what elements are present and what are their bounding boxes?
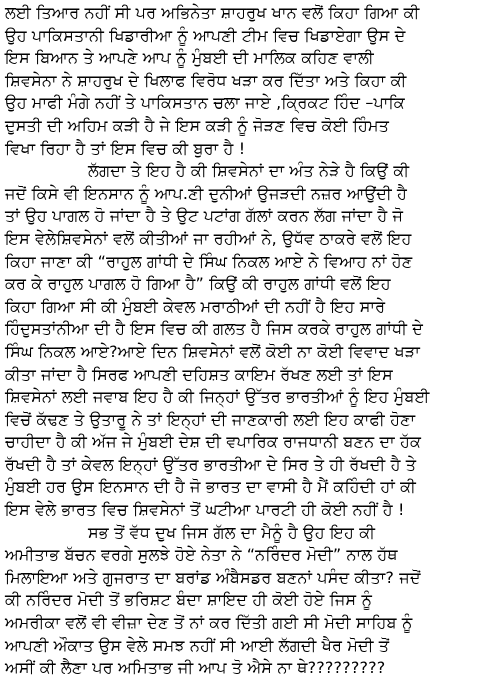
text-line: ਹਿੰਦੁਸਤਾਂਨੀਆ ਦੀ ਹੈ ਇਸ ਵਿਚ ਕੀ ਗਲਤ ਹੈ ਜਿਸ ਕਰਕੇ ਰਾਹੁਲ ਗਾਂਧੀ ਦੇ [5,319,424,339]
text-line: ਕਿਹਾ ਜਾਣਾ ਕੀ “ਰਾਹੁਲ ਗਾਂਧੀ ਦੇ ਸਿੰਘ ਨਿਕਲ ਆਏ ਨੇ ਵਿਆਹ ਨਾਂ ਹੋਣ [5,251,413,271]
text-line: ਉਹ ਪਾਕਿਸਤਾਨੀ ਖਿਡਾਰੀਆ ਨੂੰ ਆਪਣੀ ਟੀਮ ਵਿਚ ਖਿਡਾਏਗਾ ਉਸ ਦੇ [5,25,406,45]
text-line: ਸਿੰਘ ਨਿਕਲ ਆਏ?ਆਏ ਦਿਨ ਸ਼ਿਵਸੇਨਾਂ ਵਲੋਂ ਕੋਈ ਨਾ ਕੋਈ ਵਿਵਾਦ ਖੜਾ [5,341,420,361]
text-line: ਰੱਖਦੀ ਹੈ ਤਾਂ ਕੇਵਲ ਇਨ੍ਹਾਂ ਉੱਤਰ ਭਾਰਤੀਆ ਦੇ ਸਿਰ ਤੇ ਹੀ ਰੱਖਦੀ ਹੈ ਤੇ [5,454,417,474]
text-line: ਮਿਲਾਇਆ ਅਤੇ ਗੁਜਰਾਤ ਦਾ ਬਰਾਂਡ ਅੰਬੈਸਡਰ ਬਣਨਾਂ ਪਸੰਦ ਕੀਤਾ? ਜਦੋਂ [5,567,421,587]
text-line: ਵਿਖਾ ਰਿਹਾ ਹੈ ਤਾਂ ਇਸ ਵਿਚ ਕੀ ਬੁਰਾ ਹੈ ! [5,138,246,158]
text-line: ਕਿਹਾ ਗਿਆ ਸੀ ਕੀ ਮੁੰਬਈ ਕੇਵਲ ਮਰਾਠੀਆਂ ਦੀ ਨਹੀਂ ਹੈ ਇਹ ਸਾਰੇ [5,296,386,316]
text-line: ਇਸ ਵੇਲੇ ਭਾਰਤ ਵਿਚ ਸ਼ਿਵਸੇਨਾਂ ਤੋਂ ਘਟੀਆ ਪਾਰਟੀ ਹੀ ਕੋਈ ਨਹੀਂ ਹੈ ! [5,500,405,520]
text-line: ਕੀ ਨਰਿੰਦਰ ਮੋਦੀ ਤੋਂ ਭਰਿਸ਼ਟ ਬੰਦਾ ਸ਼ਾਇਦ ਹੀ ਕੋਈ ਹੋਏ ਜਿਸ ਨੂੰ [5,590,373,610]
text-line: ਦੁਸਤੀ ਦੀ ਅਹਿਮ ਕੜੀ ਹੈ ਜੇ ਇਸ ਕੜੀ ਨੂੰ ਜੋੜਣ ਵਿਚ ਕੋਈ ਹਿੰਮਤ [5,115,390,135]
text-line: ਜਦੋਂ ਕਿਸੇ ਵੀ ਇਨਸਾਨ ਨੂੰ ਆਪ.ਣੀ ਦੁਨੀਆਂ ਉਜੜਦੀ ਨਜ਼ਰ ਆਉਂਦੀ ਹੈ [5,183,408,203]
text-line: ਆਪਣੀ ਔਕਾਤ ਉਸ ਵੇਲੇ ਸਮਝ ਨਹੀਂ ਸੀ ਆਈ ਲੱਗਦੀ ਖੈਰ ਮੋਦੀ ਤੋਂ [5,635,390,655]
text-line: ਤਾਂ ਉਹ ਪਾਗਲ ਹੋ ਜਾਂਦਾ ਹੈ ਤੇ ਉਟ ਪਟਾਂਗ ਗੱਲਾਂ ਕਰਨ ਲੱਗ ਜਾਂਦਾ ਹੈ ਜੋ [5,206,404,226]
text-line: ਲਈ ਤਿਆਰ ਨਹੀਂ ਸੀ ਪਰ ਅਭਿਨੇਤਾ ਸ਼ਾਹਰੁਖ ਖਾਨ ਵਲੋਂ ਕਿਹਾ ਗਿਆ ਕੀ [5,3,420,22]
text-line: ਅਮੀਤਾਭ ਬੱਚਨ ਵਰਗੇ ਸੁਲਝੇ ਹੋਏ ਨੇਤਾ ਨੇ “ਨਰਿੰਦਰ ਮੋਦੀ” ਨਾਲ ਹੱਥ [5,545,398,565]
text-line: ਵਿਚੋਂ ਕੱਢਣ ਤੇ ਉਤਾਰੂ ਨੇ ਤਾਂ ਇਨ੍ਹਾਂ ਦੀ ਜਾਣਕਾਰੀ ਲਈ ਇਹ ਕਾਫੀ ਹੋਣਾ [5,409,416,429]
text-line: ਅਮਰੀਕਾ ਵਲੋਂ ਵੀ ਵੀਜ਼ਾ ਦੇਣ ਤੋਂ ਨਾਂ ਕਰ ਦਿੱਤੀ ਗਈ ਸੀ ਮੋਦੀ ਸਾਹਿਬ ਨੂੰ [5,613,413,633]
paragraph-start-line: ਲੱਗਦਾ ਤੇ ਇਹ ਹੈ ਕੀ ਸ਼ਿਵਸੇਨਾਂ ਦਾ ਅੰਤ ਨੇੜੇ ਹੈ ਕਿਉਂ ਕੀ [88,161,410,181]
text-line: ਇਸ ਵੇਲੇਸ਼ਿਵਸੇਨਾਂ ਵਲੋਂ ਕੀਤੀਆਂ ਜਾ ਰਹੀਆਂ ਨੇ, ਉਧੱਵ ਠਾਕਰੇ ਵਲੋਂ ਇਹ [5,228,412,248]
paragraph-start-line: ਸਭ ਤੋਂ ਵੱਧ ਦੁਖ ਜਿਸ ਗੱਲ ਦਾ ਮੈਨੂੰ ਹੈ ਉਹ ਇਹ ਕੀ [88,522,376,542]
text-line: ਇਸ ਬਿਆਨ ਤੇ ਆਪਣੇ ਆਪ ਨੂੰ ਮੁੰਬਈ ਦੀ ਮਾਲਿਕ ਕਹਿਣ ਵਾਲੀ [5,48,374,68]
text-line: ਸ਼ਿਵਸੇਨਾਂ ਲਈ ਜਵਾਬ ਇਹ ਹੈ ਕੀ ਜਿਨ੍ਹਾਂ ਉੱਤਰ ਭਾਰਤੀਆਂ ਨੂੰ ਇਹ ਮੁੰਬਈ [5,387,430,407]
text-line: ਅਸੀਂ ਕੀ ਲੈਣਾ ਪਰ ਅਮਿਤਾਭ ਜੀ ਆਪ ਤੋ ਐਸੇ ਨਾ ਥੇ????????? [5,658,386,678]
text-line: ਕੀਤਾ ਜਾਂਦਾ ਹੈ ਸਿਰਫ ਆਪਣੀ ਦਹਿਸ਼ਤ ਕਾਇਮ ਰੱਖਣ ਲਈ ਤਾਂ ਇਸ [5,364,393,384]
text-line: ਸ਼ਿਵਸੇਨਾ ਨੇ ਸ਼ਾਹਰੁਖ ਦੇ ਖਿਲਾਫ ਵਿਰੋਧ ਖੜਾ ਕਰ ਦਿੱਤਾ ਅਤੇ ਕਿਹਾ ਕੀ [5,70,407,90]
text-line: ਮੁੰਬਈ ਹਰ ਉਸ ਇਨਸਾਨ ਦੀ ਹੈ ਜੋ ਭਾਰਤ ਦਾ ਵਾਸੀ ਹੈ ਮੈਂ ਕਹਿੰਦੀ ਹਾਂ ਕੀ [5,477,417,497]
text-line: ਉਹ ਮਾਫੀ ਮੰਗੇ ਨਹੀਂ ਤੇ ਪਾਕਿਸਤਾਨ ਚਲਾ ਜਾਏ ,ਕ੍ਰਿਕਟ ਹਿੰਦ –ਪਾਕਿ [5,93,405,113]
text-line: ਕਰ ਕੇ ਰਾਹੁਲ ਪਾਗਲ ਹੋ ਗਿਆ ਹੈ” ਕਿਉਂ ਕੀ ਰਾਹੁਲ ਗਾਂਧੀ ਵਲੋਂ ਇਹ [5,274,391,294]
text-line: ਚਾਹੀਦਾ ਹੈ ਕੀ ਅੱਜ ਜੇ ਮੁੰਬਈ ਦੇਸ਼ ਦੀ ਵਪਾਰਿਕ ਰਾਜਧਾਨੀ ਬਣਨ ਦਾ ਹੱਕ [5,432,422,452]
